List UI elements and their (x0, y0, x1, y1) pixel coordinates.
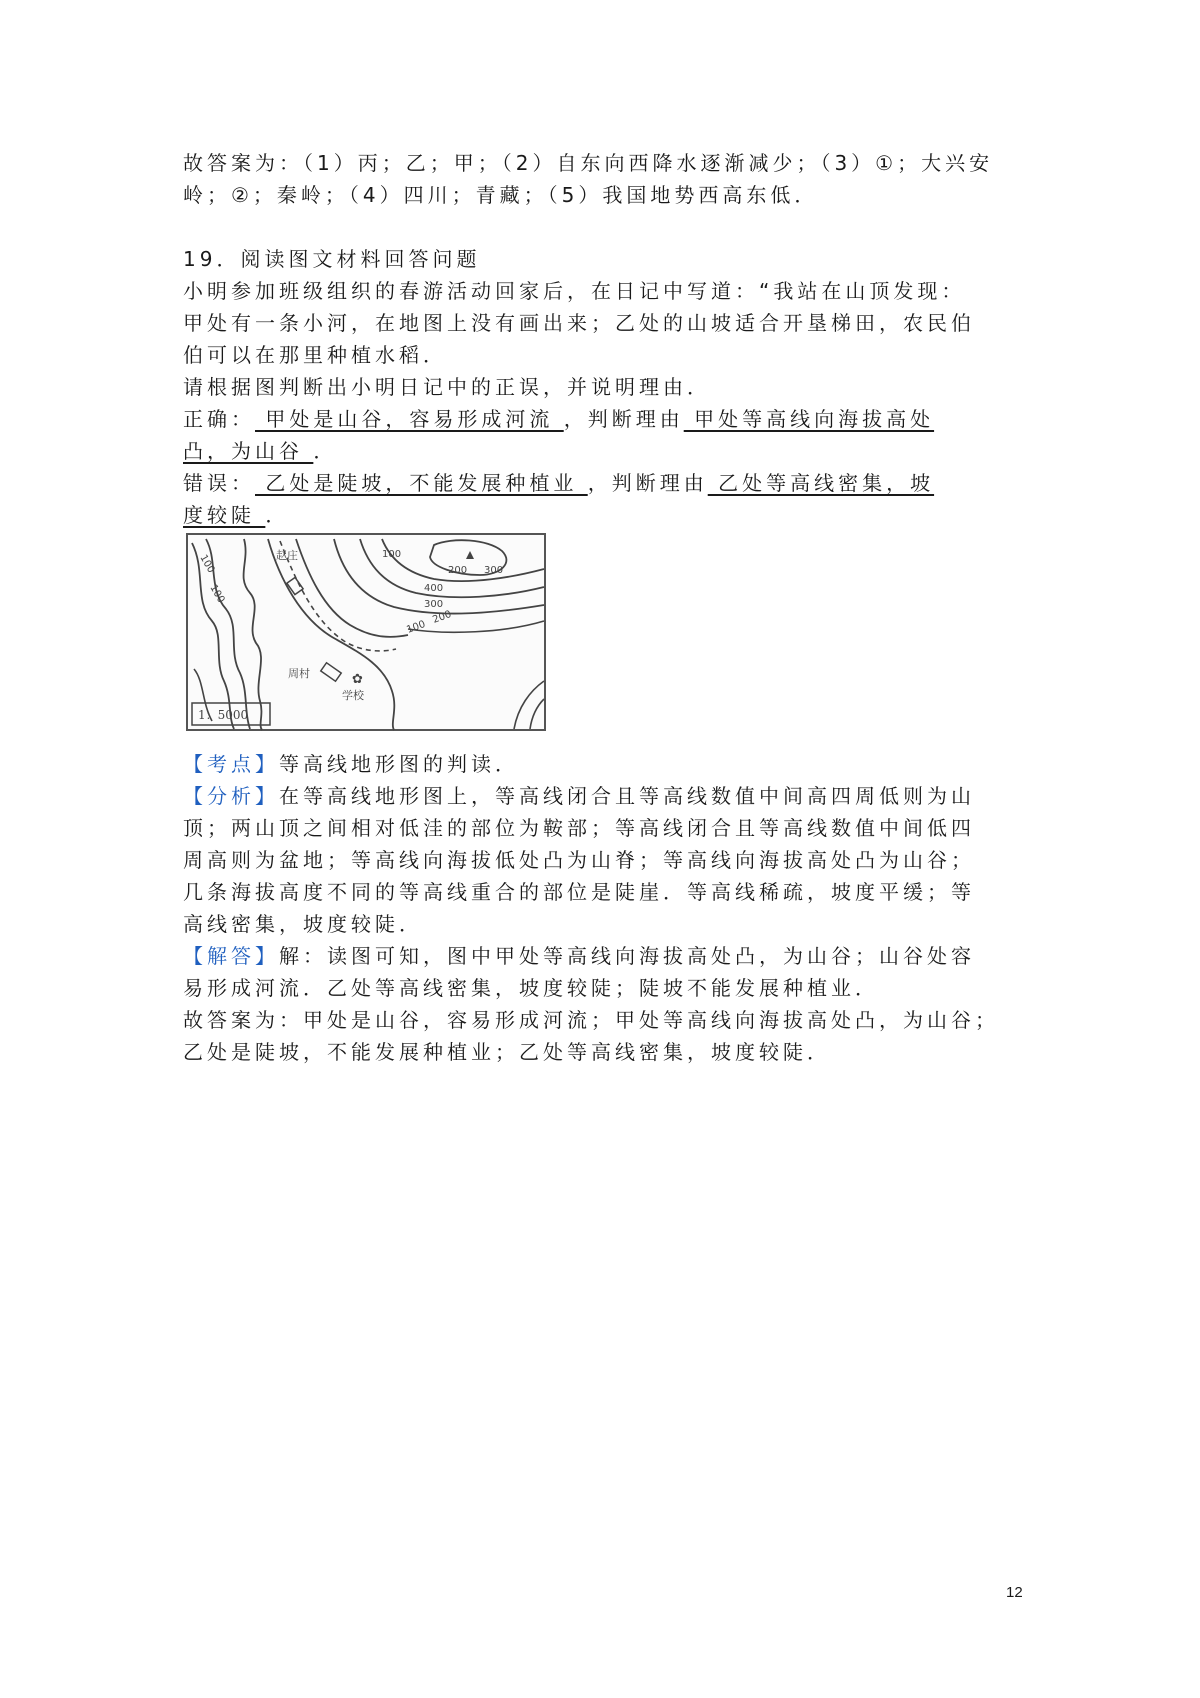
reason-label: ，判断理由 (587, 471, 708, 495)
fenxi-line-4: 几条海拔高度不同的等高线重合的部位是陡崖．等高线稀疏，坡度平缓；等 (183, 880, 975, 904)
fenxi-tag: 【分析】 (183, 784, 279, 808)
jieda-line-2: 易形成河流．乙处等高线密集，坡度较陡；陡坡不能发展种植业． (183, 976, 879, 1000)
analysis-section (183, 748, 1023, 1068)
kaodian-line (183, 748, 1023, 780)
period: ． (265, 503, 290, 527)
question-body-2: 甲处有一条小河，在地图上没有画出来；乙处的山坡适合开垦梯田，农民伯 (183, 311, 975, 335)
answer-line-1: 故答案为：（1）丙；乙；甲；（2）自东向西降水逐渐减少；（3）①；大兴安 (183, 151, 994, 175)
contour-map (184, 531, 548, 733)
correct-line-1 (183, 403, 1023, 435)
place-label-zhoucun: 周村 (288, 667, 310, 680)
contour-value: 200 (448, 565, 468, 576)
fenxi-line-5: 高线密集，坡度较陡． (183, 912, 423, 936)
previous-answer (183, 147, 1023, 211)
question-title: 19．阅读图文材料回答问题 (183, 247, 481, 271)
contour-value: 300 (484, 565, 504, 576)
answer-line-2: 岭；②；秦岭；（4）四川；青藏；（5）我国地势西高东低． (183, 183, 819, 207)
jieda-line-3: 故答案为：甲处是山谷，容易形成河流；甲处等高线向海拔高处凸，为山谷； (183, 1008, 999, 1032)
fenxi-line-2: 顶；两山顶之间相对低洼的部位为鞍部；等高线闭合且等高线数值中间低四 (183, 816, 975, 840)
correct-reason-part-2: 凸，为山谷 (183, 439, 314, 463)
correct-reason-part-1: 甲处等高线向海拔高处 (683, 407, 935, 431)
contour-value: 200 (431, 608, 453, 626)
school-icon: ✿ (352, 672, 363, 687)
question-body-3: 伯可以在那里种植水稻． (183, 343, 447, 367)
contour-value: 100 (197, 553, 217, 576)
kaodian-text: 等高线地形图的判读． (279, 752, 519, 776)
place-label-school: 学校 (342, 689, 364, 702)
contour-value: 100 (207, 583, 227, 606)
correct-line-2 (183, 435, 1023, 467)
reason-label: ，判断理由 (563, 407, 684, 431)
fenxi-line-3: 周高则为盆地；等高线向海拔低处凸为山脊；等高线向海拔高处凸为山谷； (183, 848, 975, 872)
jieda-tag: 【解答】 (183, 944, 279, 968)
period: ． (313, 439, 338, 463)
contour-value: 300 (424, 599, 444, 610)
place-label-zhaozhuang: 赵庄 (276, 549, 298, 562)
jieda-line-1 (183, 940, 1023, 972)
fenxi-line-1 (183, 780, 1023, 812)
question-body-1: 小明参加班级组织的春游活动回家后，在日记中写道：“我站在山顶发现： (183, 279, 966, 303)
wrong-reason-part-1: 乙处等高线密集，坡 (707, 471, 935, 495)
wrong-line-2 (183, 499, 1023, 531)
correct-answer: 甲处是山谷，容易形成河流 (255, 407, 564, 431)
kaodian-tag: 【考点】 (183, 752, 279, 776)
contour-value: 100 (382, 549, 402, 560)
jieda-line-4: 乙处是陡坡，不能发展种植业；乙处等高线密集，坡度较陡． (183, 1040, 831, 1064)
page-number: 12 (1006, 1584, 1023, 1601)
jieda-text: 解：读图可知，图中甲处等高线向海拔高处凸，为山谷；山谷处容 (279, 944, 975, 968)
question-19 (183, 243, 1023, 531)
wrong-label: 错误： (183, 471, 255, 495)
question-body-4: 请根据图判断出小明日记中的正误，并说明理由． (183, 375, 711, 399)
wrong-answer: 乙处是陡坡，不能发展种植业 (255, 471, 588, 495)
correct-label: 正确： (183, 407, 255, 431)
wrong-line-1 (183, 467, 1023, 499)
contour-value: 100 (405, 618, 427, 636)
fenxi-text: 在等高线地形图上，等高线闭合且等高线数值中间高四周低则为山 (279, 784, 975, 808)
map-scale: 1：5000 (198, 708, 249, 722)
contour-value: 400 (424, 583, 444, 594)
wrong-reason-part-2: 度较陡 (183, 503, 266, 527)
